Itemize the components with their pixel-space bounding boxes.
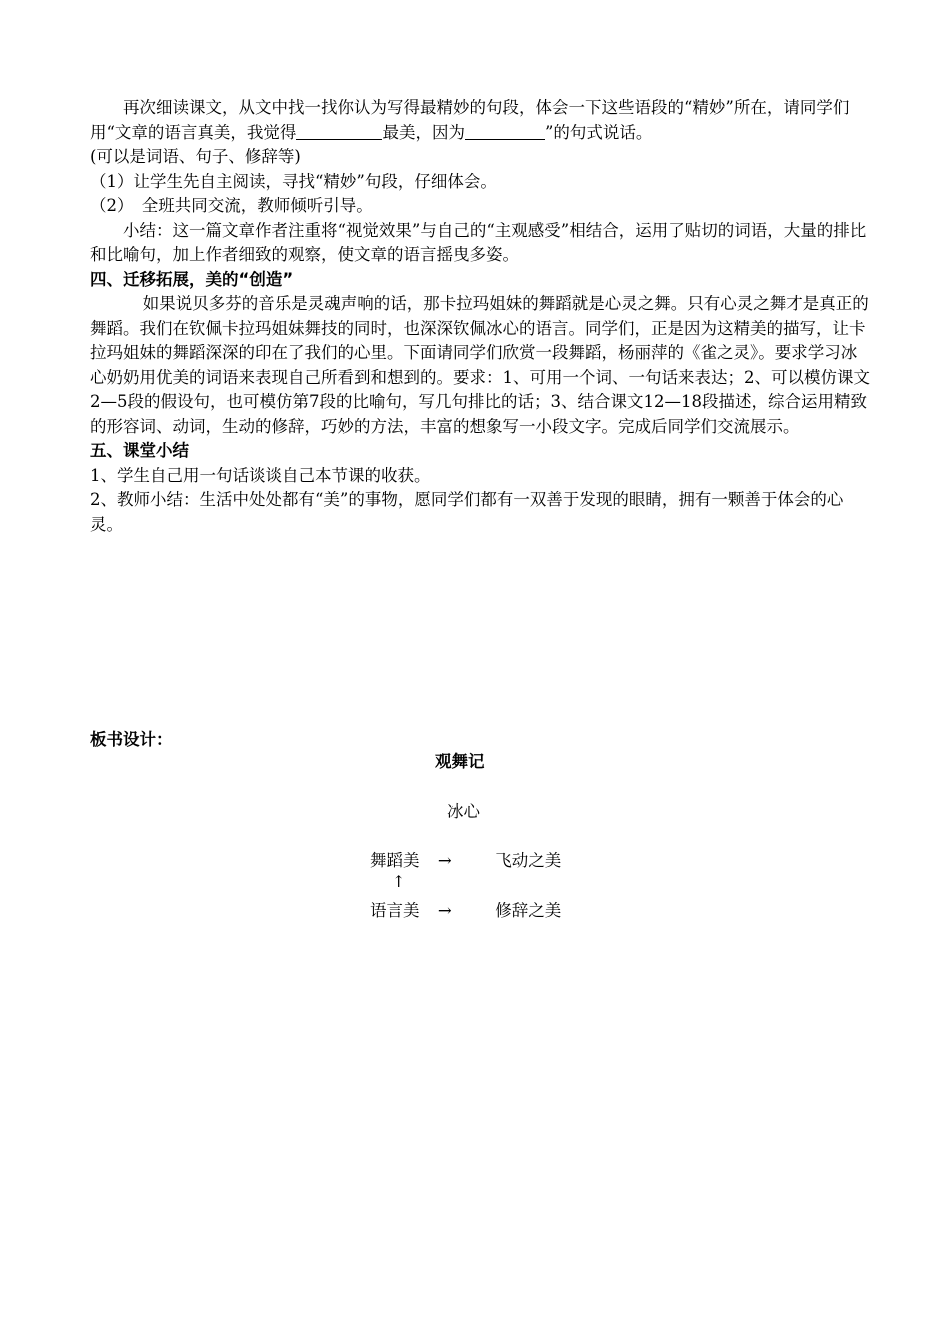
fill-blank	[296, 123, 382, 140]
arrow-right-icon: →	[437, 901, 452, 920]
board-term: 修辞之美	[495, 901, 562, 920]
arrow-right-icon: →	[437, 851, 452, 870]
arrow-up-icon: ↑	[392, 872, 406, 891]
board-author: 冰心	[447, 802, 480, 821]
paragraph-text: 最美，因为	[382, 122, 465, 142]
board-row	[370, 897, 561, 921]
board-design-label: 板书设计：	[90, 730, 173, 749]
paragraph-extension: 如果说贝多芬的音乐是灵魂声响的话，那卡拉玛姐妹的舞蹈就是心灵之舞。只有心灵之舞才是真正的舞蹈。我们在钦佩卡拉玛姐妹舞技的同时，也深深钦佩冰心的语言。同学们，正是因为这精美的描写，让卡拉玛姐妹的舞蹈深深的印在了我们的心里。下面请同学们欣赏一段舞蹈，杨丽萍的《雀之灵》。要求学习冰心奶奶用优美的词语来表现自己所看到和想到的。要求：1、可用一个词、一句话来表达；2、可以模仿课文2—5段的假设句，也可模仿第7段的比喻句，写几句排比的话；3、结合课文12—18段描述，综合运用精致的形容词、动词，生动的修辞，巧妙的方法，丰富的想象写一小段文字。完成后同学们交流展示。	[90, 294, 870, 436]
fill-blank	[465, 123, 545, 140]
paragraph-text: 再次细读课文，从文中找一找你认为写得最精妙的句段，体会一下这些语段的“精妙”所在，请同学们用“文章的语言真美，我觉得	[90, 98, 850, 142]
list-item: 2、教师小结：生活中处处都有“美”的事物，愿同学们都有一双善于发现的眼睛，拥有一颗善于体会的心灵。	[90, 490, 844, 534]
board-term: 语言美	[370, 901, 420, 920]
list-item: （1）让学生先自主阅读，寻找“精妙”句段，仔细体会。	[90, 171, 497, 191]
list-item: （2） 全班共同交流，教师倾听引导。	[90, 196, 373, 215]
paragraph-note: (可以是词语、句子、修辞等)	[90, 147, 301, 166]
board-term: 飞动之美	[495, 851, 562, 870]
board-term: 舞蹈美	[370, 851, 420, 870]
paragraph-summary: 小结：这一篇文章作者注重将“视觉效果”与自己的“主观感受”相结合，运用了贴切的词语，大量的排比和比喻句，加上作者细致的观察，使文章的语言摇曳多姿。	[90, 220, 867, 264]
lesson-text	[90, 96, 870, 537]
section-heading: 五、课堂小结	[90, 441, 189, 460]
board-row	[370, 847, 561, 871]
board-title: 观舞记	[435, 752, 485, 771]
list-item: 1、学生自己用一句话谈谈自己本节课的收获。	[90, 465, 431, 485]
paragraph-text: ”的句式说话。	[544, 122, 653, 142]
paragraph-reading-task	[90, 96, 870, 145]
section-heading: 四、迁移拓展，美的“创造”	[90, 269, 294, 289]
